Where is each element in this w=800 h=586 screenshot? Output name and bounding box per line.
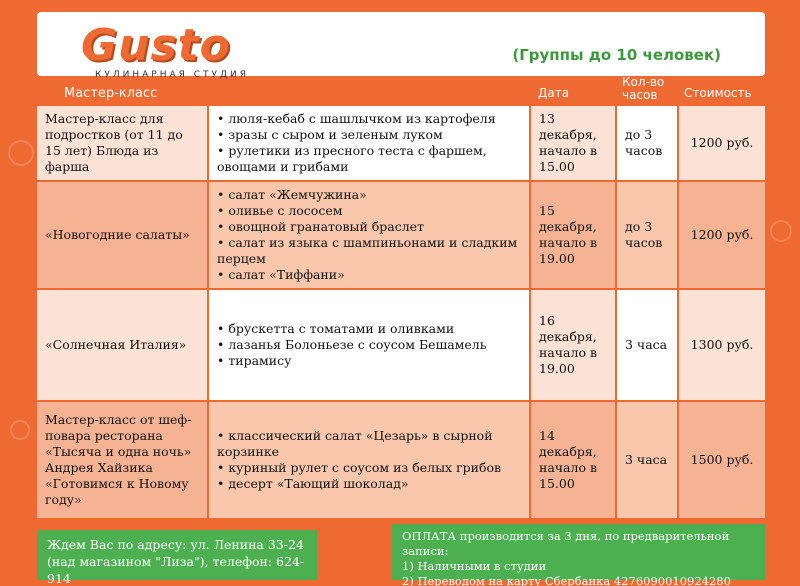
dish-item: • салат «Жемчужина» [217, 187, 521, 203]
decorative-doodle [10, 420, 30, 440]
table-row [37, 106, 765, 182]
class-title: «Новогодние салаты» [37, 182, 207, 288]
class-date: 15 декабря, начало в 19.00 [529, 182, 615, 288]
table-row [37, 290, 765, 402]
dish-item: • салат «Тиффани» [217, 267, 521, 283]
dishes-list [207, 290, 529, 400]
class-price: 1200 руб. [677, 106, 765, 180]
dish-item: • салат из языка с шампиньонами и сладким перцем [217, 235, 521, 267]
class-date: 14 декабря, начало в 15.00 [529, 402, 615, 518]
class-title: Мастер-класс для подростков (от 11 до 15 лет) Блюда из фарша [37, 106, 207, 180]
payment-note: ОПЛАТА производится за 3 дня, по предварительной записи: [402, 529, 730, 558]
payment-card: 2) Переводом на карту Сбербанка 4276090010924280 [402, 574, 731, 586]
groups-note: (Группы до 10 человек) [512, 46, 721, 64]
dish-item: • куриный рулет с соусом из белых грибов [217, 460, 521, 476]
brand-logo: Gusto [81, 20, 231, 71]
class-price: 1200 руб. [677, 182, 765, 288]
address-box: Ждем Вас по адресу: ул. Ленина 33-24 (над магазином "Лиза"), телефон: 624-914 [37, 530, 317, 580]
class-price: 1500 руб. [677, 402, 765, 518]
dishes-list [207, 106, 529, 180]
column-header-hours: Кол-во часов [622, 75, 665, 102]
brand-tagline: КУЛИНАРНАЯ СТУДИЯ [95, 70, 250, 80]
class-hours: 3 часа [615, 290, 677, 400]
decorative-doodle [770, 220, 792, 242]
class-hours: 3 часа [615, 402, 677, 518]
class-price: 1300 руб. [677, 290, 765, 400]
dish-item: • десерт «Тающий шоколад» [217, 476, 521, 492]
classes-table [37, 106, 765, 518]
column-header-date: Дата [538, 86, 570, 100]
decorative-doodle [8, 140, 34, 166]
table-row [37, 182, 765, 290]
dish-item: • люля-кебаб с шашлычком из картофеля [217, 111, 521, 127]
dish-item: • зразы с сыром и зеленым луком [217, 127, 521, 143]
dish-item: • овощной гранатовый браслет [217, 219, 521, 235]
class-hours: до 3 часов [615, 106, 677, 180]
dish-item: • тирамису [217, 353, 487, 369]
class-title: Мастер-класс от шеф-повара ресторана «Тысяча и одна ночь» Андрея Хайзика «Готовимся к Новому году» [37, 402, 207, 518]
dish-item: • брускетта с томатами и оливками [217, 321, 487, 337]
dish-item: • классический салат «Цезарь» в сырной корзинке [217, 428, 521, 460]
table-row [37, 402, 765, 518]
payment-box [392, 524, 765, 586]
column-header-price: Стоимость [684, 86, 752, 100]
dishes-list [207, 402, 529, 518]
dish-item: • рулетики из пресного теста с фаршем, овощами и грибами [217, 143, 521, 175]
class-date: 16 декабря, начало в 19.00 [529, 290, 615, 400]
column-header-class: Мастер-класс [64, 86, 158, 101]
class-hours: до 3 часов [615, 182, 677, 288]
class-date: 13 декабря, начало в 15.00 [529, 106, 615, 180]
dish-item: • оливье с лососем [217, 203, 521, 219]
dish-item: • лазанья Болоньезе с соусом Бешамель [217, 337, 487, 353]
dishes-list [207, 182, 529, 288]
header-bar [37, 12, 765, 80]
payment-cash: 1) Наличными в студии [402, 559, 547, 573]
class-title: «Солнечная Италия» [37, 290, 207, 400]
